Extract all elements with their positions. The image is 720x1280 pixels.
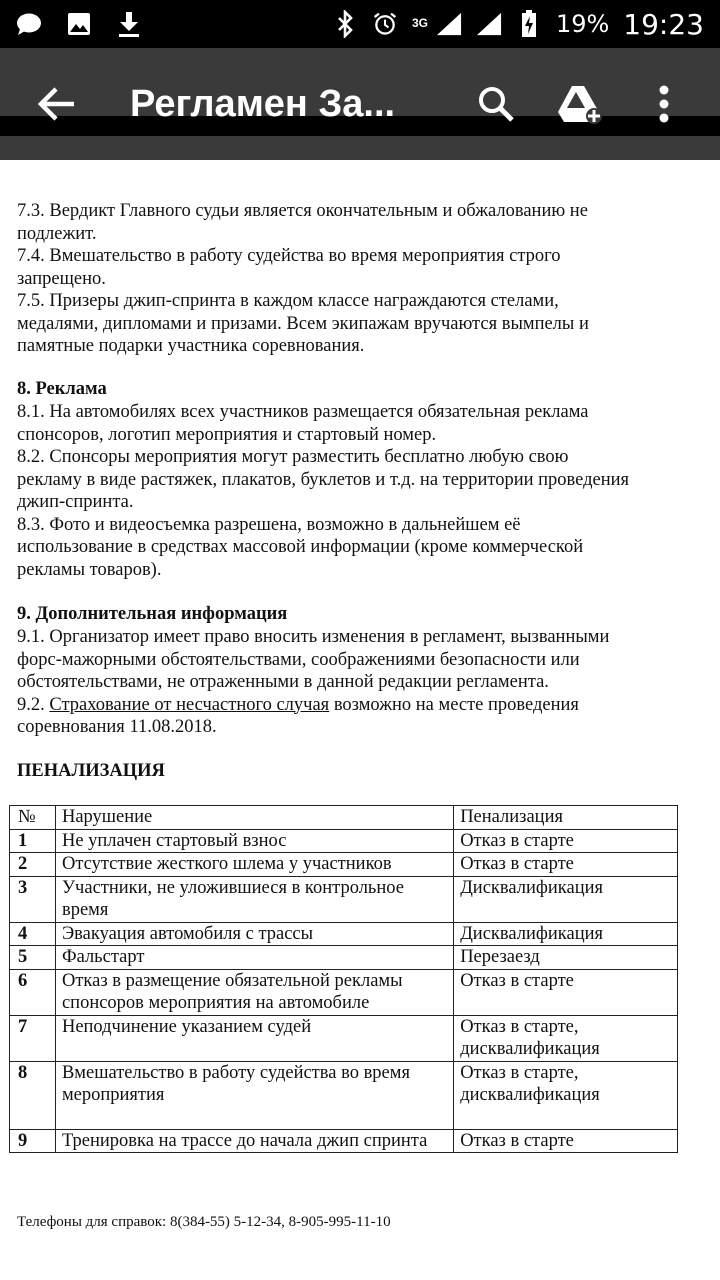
penalty-table [9,805,678,1153]
penalty-cell: Дисквалификация [454,922,678,946]
bluetooth-icon [332,11,358,37]
battery-percent: 19% [555,10,610,38]
download-icon [116,11,142,37]
arrow-back-icon [36,86,76,122]
penalty-cell: Отказ в старте, дисквалификация [454,1015,678,1061]
row-number: 3 [10,876,56,922]
violation-cell: Вмешательство в работу судейства во время мероприятия [55,1061,453,1129]
text-line: 7.5. Призеры джип-спринта в каждом классе награждаются стелами, [17,291,559,311]
text-line: рекламу в виде растяжек, плакатов, буклетов и т.д. на территории проведения [17,469,630,490]
network-type-label: 3G [411,15,428,30]
row-number: 8 [10,1061,56,1129]
s92-rest: возможно на месте проведения [329,694,579,715]
text-line: медалями, дипломами и призами. Всем экипажам вручаются вымпелы и [17,313,589,334]
table-row [10,922,678,946]
table-header-row [10,806,678,830]
image-icon [66,11,92,37]
clock: 19:23 [623,7,704,41]
text-line: соревнования 11.08.2018. [17,717,217,737]
table-row [10,1129,678,1153]
table-row [10,1061,678,1129]
row-number: 7 [10,1015,56,1061]
add-to-drive-button[interactable] [548,64,612,144]
violation-cell: Тренировка на трассе до начала джип спринта [55,1129,453,1153]
row-number: 9 [10,1129,56,1153]
text-line: подлежит. [17,223,97,244]
text-line: рекламы товаров). [17,559,162,580]
table-row [10,876,678,922]
penalty-cell: Отказ в старте [454,1129,678,1153]
text-line: 7.4. Вмешательство в работу судейства во время мероприятия строго [17,246,561,266]
violation-cell: Отказ в размещение обязательной рекламы спонсоров мероприятия на автомобиле [55,969,453,1015]
text-line: спонсоров, логотип мероприятия и стартовый номер. [17,424,437,445]
violation-cell: Участники, не уложившиеся в контрольное время [55,876,453,922]
penalty-cell: Отказ в старте [454,969,678,1015]
table-row [10,946,678,970]
column-header: Нарушение [55,806,453,830]
violation-cell: Не уплачен стартовый взнос [55,829,453,853]
system-icons [332,8,704,41]
penalty-cell: Отказ в старте [454,829,678,853]
text-line: использование в средствах массовой информации (кроме коммерческой [17,537,584,557]
search-button[interactable] [464,64,528,144]
document-page[interactable] [0,160,720,1280]
section-9-heading: 9. Дополнительная информация [17,604,288,624]
text-line: памятные подарки участника соревнования. [17,336,365,356]
column-header: Пенализация [454,806,678,830]
document-title: Регламен За... [130,82,396,125]
chat-icon [16,11,42,37]
text-line: обстоятельствами, не отраженными в данной редакции регламента. [17,672,549,692]
search-icon [476,84,516,124]
row-number: 2 [10,853,56,877]
back-button[interactable] [16,64,96,144]
penalty-cell: Отказ в старте, дисквалификация [454,1061,678,1129]
more-options-button[interactable] [632,64,696,144]
text-line: 8.3. Фото и видеосъемка разрешена, возможно в дальнейшем её [17,514,521,535]
penalty-heading: ПЕНАЛИЗАЦИЯ [17,761,165,781]
text-line: джип-спринта. [17,492,134,512]
signal-3g-icon [436,11,462,37]
add-to-drive-icon [556,84,604,124]
penalty-cell: Дисквалификация [454,876,678,922]
s92-prefix: 9.2. [17,694,50,715]
violation-cell: Фальстарт [55,946,453,970]
contact-phones: Телефоны для справок: 8(384-55) 5-12-34, 8-905-995-11-10 [17,1214,391,1230]
insurance-link-text: Страхование от несчастного случая [49,694,330,715]
table-row [10,829,678,853]
table-row [10,853,678,877]
section-9-text [17,626,697,739]
more-vert-icon [658,84,670,124]
row-number: 6 [10,969,56,1015]
status-bar [0,0,720,48]
violation-cell: Неподчинение указанием судей [55,1015,453,1061]
penalty-cell: Перезаезд [454,946,678,970]
text-line: 8.2. Спонсоры мероприятия могут разместить бесплатно любую свою [17,447,569,467]
column-header: № [10,806,56,830]
text-line: запрещено. [17,268,106,289]
violation-cell: Эвакуация автомобиля с трассы [55,922,453,946]
text-line: 9.1. Организатор имеет право вносить изменения в регламент, вызванными [17,627,610,647]
section-7-text [17,200,697,358]
section-8-heading: 8. Реклама [17,379,107,399]
alarm-icon [372,11,398,37]
notification-icons [16,11,142,37]
text-line: 7.3. Вердикт Главного судьи является окончательным и обжалованию не [17,201,588,221]
penalty-cell: Отказ в старте [454,853,678,877]
row-number: 5 [10,946,56,970]
app-bar [0,48,720,160]
row-number: 4 [10,922,56,946]
text-line: форс-мажорными обстоятельствами, соображениями безопасности или [17,649,580,670]
violation-cell: Отсутствие жесткого шлема у участников [55,853,453,877]
text-line-9-2 [17,694,697,717]
battery-charging-icon [516,11,542,37]
row-number: 1 [10,829,56,853]
text-line: 8.1. На автомобилях всех участников размещается обязательная реклама [17,402,589,422]
section-8-text [17,401,697,581]
signal-icon [476,11,502,37]
table-row [10,1015,678,1061]
table-row [10,969,678,1015]
